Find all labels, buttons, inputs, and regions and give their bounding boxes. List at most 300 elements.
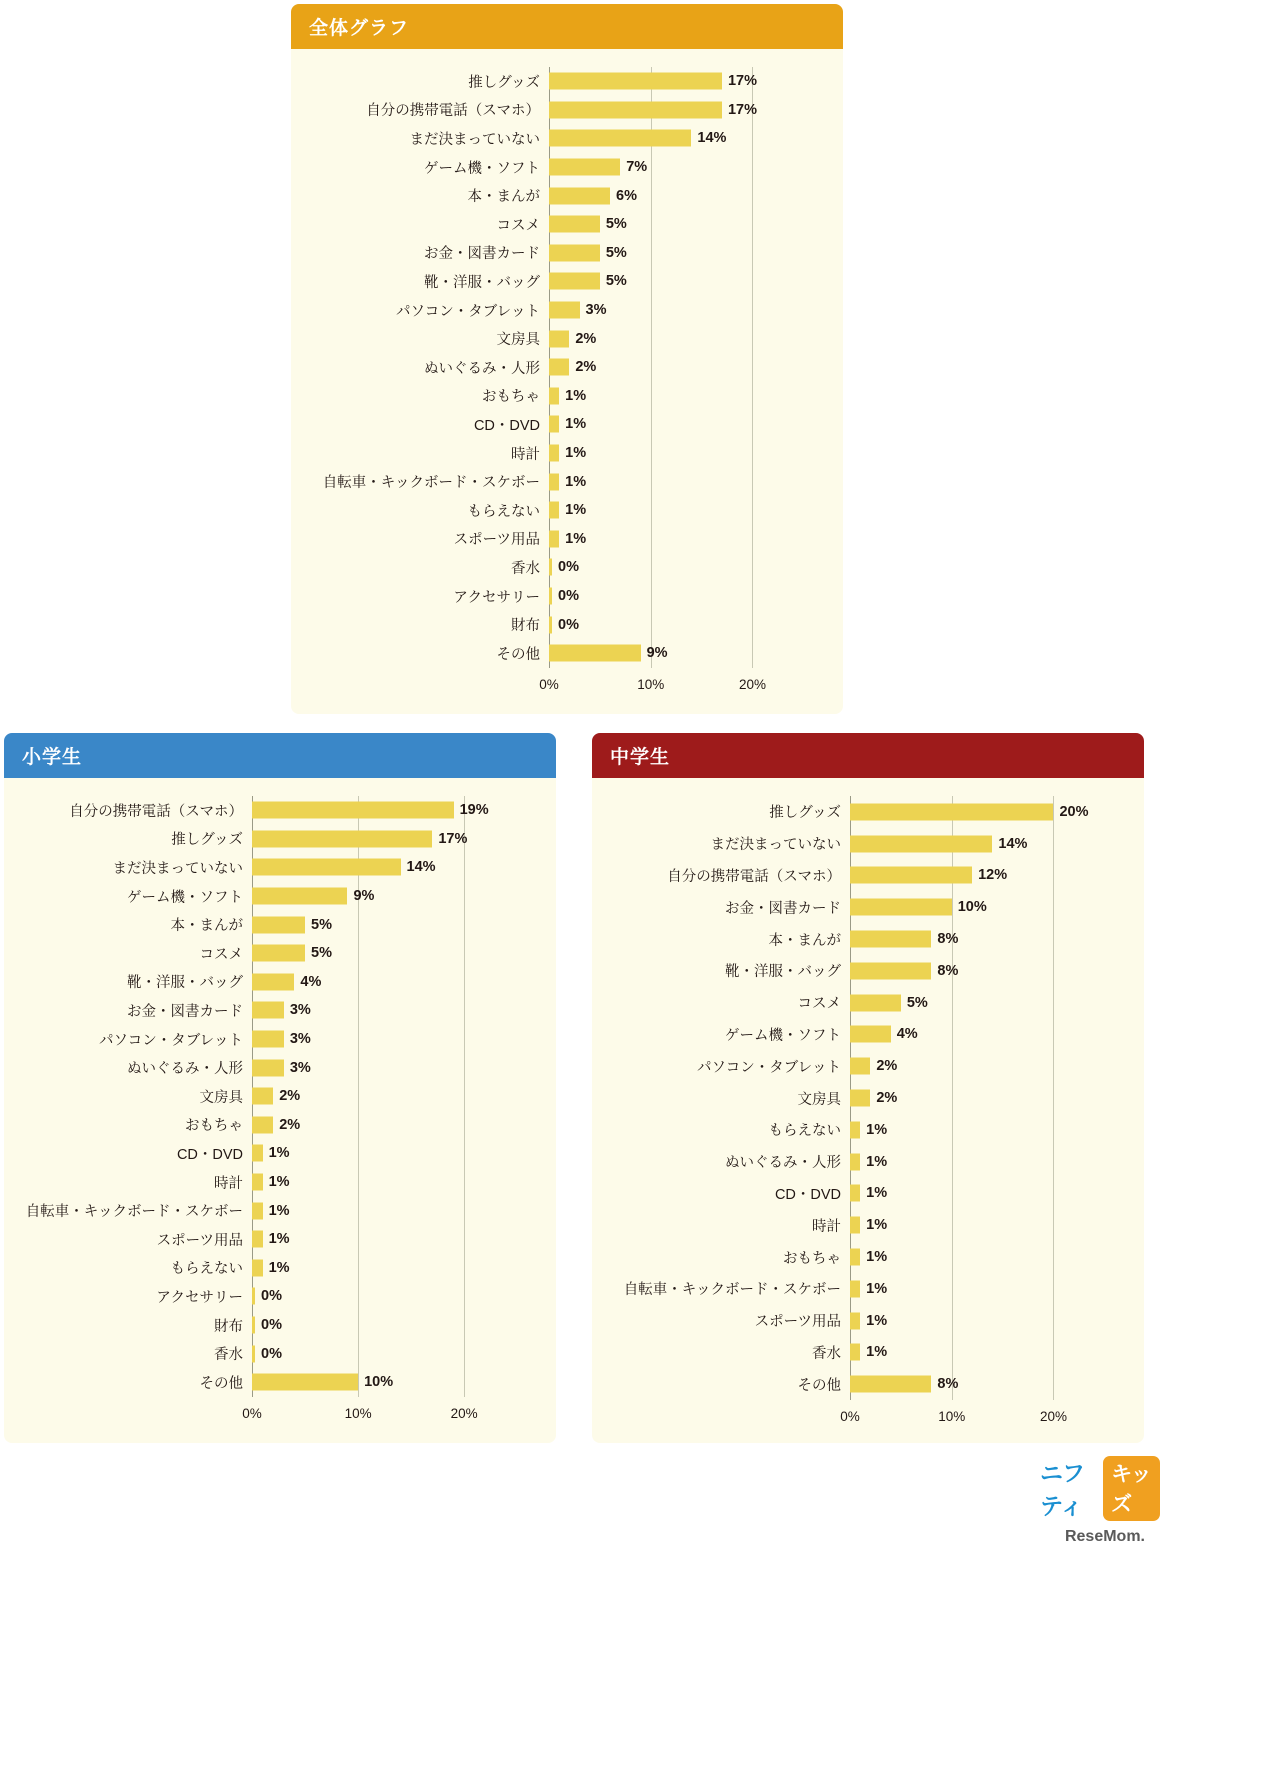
bar — [850, 1344, 860, 1361]
bar-value-label: 0% — [261, 1317, 282, 1334]
bar-category-label: ゲーム機・ソフト — [424, 160, 540, 177]
bar-value-label: 14% — [406, 859, 436, 876]
bar — [549, 359, 569, 376]
bar-track — [252, 796, 496, 825]
bar-category-label: 本・まんが — [467, 189, 540, 206]
bar — [850, 899, 952, 916]
bar — [549, 273, 600, 290]
bar-value-label: 10% — [957, 899, 987, 916]
bar-category-label: もらえない — [170, 1261, 243, 1278]
bar-track — [850, 1368, 1084, 1400]
bar-value-label: 3% — [289, 1002, 311, 1019]
bar — [252, 1031, 284, 1048]
bar-track — [252, 996, 496, 1025]
chart-bar-row — [4, 825, 496, 854]
bar-category-label: スポーツ用品 — [453, 532, 540, 549]
bar-track — [549, 353, 783, 382]
chart-bar-row — [4, 1139, 496, 1168]
bar-category-label: その他 — [496, 646, 540, 663]
bar-category-label: CD・DVD — [176, 1146, 243, 1163]
bar-track — [850, 1305, 1084, 1337]
bar — [252, 888, 347, 905]
chart-bar-row — [4, 1311, 496, 1340]
bar-category-label: 香水 — [214, 1347, 243, 1364]
bar — [549, 159, 620, 176]
bar-track — [549, 553, 783, 582]
bar-track — [850, 1241, 1084, 1273]
chart-bar-row — [4, 1053, 496, 1082]
chart-bar-row — [592, 1114, 1084, 1146]
chart-bar-row — [291, 639, 783, 668]
bar — [850, 1280, 860, 1297]
bar — [549, 387, 559, 404]
bar — [850, 867, 972, 884]
bar-value-label: 1% — [866, 1312, 888, 1329]
bar-track — [252, 882, 496, 911]
bar-track — [850, 860, 1084, 892]
bar-value-label: 1% — [866, 1280, 888, 1297]
bar-track — [850, 828, 1084, 860]
panel-elementary-chart — [4, 733, 556, 1442]
bar-category-label: 時計 — [812, 1218, 841, 1235]
bar-category-label: コスメ — [496, 217, 540, 234]
bar-value-label: 5% — [605, 244, 627, 261]
chart-bar-row — [4, 853, 496, 882]
bar-category-label: おもちゃ — [482, 389, 540, 406]
bar — [549, 502, 559, 519]
x-axis-tick: 10% — [344, 1405, 372, 1421]
bar-value-label: 2% — [279, 1116, 301, 1133]
bar-track — [850, 1146, 1084, 1178]
bar — [252, 945, 305, 962]
chart-bar-row — [592, 1082, 1084, 1114]
bar-track — [252, 1368, 496, 1397]
chart-elementary — [4, 796, 496, 1421]
bar-value-label: 0% — [558, 588, 579, 605]
bar — [252, 1259, 263, 1276]
resemom-logo: ReseMom. — [1064, 1528, 1145, 1545]
bar-track — [549, 267, 783, 296]
bar-track — [549, 96, 783, 125]
bar-track — [850, 1273, 1084, 1305]
chart-bar-row — [291, 582, 783, 611]
bar-category-label: パソコン・タブレット — [99, 1032, 243, 1049]
chart-bar-row — [592, 1368, 1084, 1400]
panel-junior-body — [592, 778, 1144, 1443]
bar-track — [252, 825, 496, 854]
chart-bar-row — [592, 1050, 1084, 1082]
bar-value-label: 1% — [565, 416, 587, 433]
panel-elementary-body — [4, 778, 556, 1443]
panel-overall-body — [291, 49, 843, 714]
bar-category-label: 本・まんが — [768, 932, 841, 949]
chart-bar-row — [592, 1146, 1084, 1178]
bar — [850, 1249, 860, 1266]
nifty-kids-logo — [1040, 1455, 1160, 1521]
bar-category-label: まだ決まっていない — [409, 131, 540, 148]
chart-bar-row — [592, 1178, 1084, 1210]
bar-category-label: お金・図書カード — [127, 1003, 243, 1020]
bar-track — [252, 1025, 496, 1054]
bar-track — [549, 467, 783, 496]
bar-category-label: 自分の携帯電話（スマホ） — [366, 103, 540, 120]
bar-track — [252, 1339, 496, 1368]
bar-value-label: 12% — [978, 867, 1008, 884]
bar-track — [850, 1114, 1084, 1146]
chart-bar-row — [4, 1254, 496, 1283]
chart-bar-row — [4, 1368, 496, 1397]
bar-track — [252, 968, 496, 997]
bar-value-label: 5% — [605, 216, 627, 233]
bar-value-label: 3% — [289, 1059, 311, 1076]
chart-bar-row — [592, 860, 1084, 892]
bar-value-label: 17% — [727, 101, 757, 118]
chart-bar-row — [4, 1225, 496, 1254]
bar-category-label: 推しグッズ — [171, 832, 243, 849]
bar-value-label: 3% — [289, 1031, 311, 1048]
bar-category-label: 時計 — [214, 1175, 243, 1192]
bar-track — [850, 955, 1084, 987]
chart-bar-row — [291, 610, 783, 639]
chart-bar-row — [291, 181, 783, 210]
bar-value-label: 0% — [558, 616, 579, 633]
bar-track — [549, 496, 783, 525]
bar-track — [549, 181, 783, 210]
bar — [549, 330, 569, 347]
chart-bar-row — [592, 955, 1084, 987]
panel-junior-chart — [592, 733, 1144, 1442]
bar-category-label: 文房具 — [199, 1089, 243, 1106]
bar-track — [549, 582, 783, 611]
bar-value-label: 4% — [896, 1026, 918, 1043]
panel-overall-title: 全体グラフ — [291, 4, 843, 49]
bar-value-label: 0% — [261, 1288, 282, 1305]
bar-value-label: 7% — [626, 159, 648, 176]
panel-elementary-title: 小学生 — [4, 733, 556, 778]
nifty-kids-badge: キッズ — [1103, 1456, 1160, 1521]
bar-track — [850, 987, 1084, 1019]
chart-bar-row — [592, 1241, 1084, 1273]
bar — [549, 559, 552, 576]
bar-track — [549, 124, 783, 153]
bar-value-label: 5% — [906, 994, 928, 1011]
nifty-logo-text: ニフティ — [1040, 1460, 1084, 1519]
bar-value-label: 5% — [311, 916, 332, 933]
bar-track — [252, 1282, 496, 1311]
bar-track — [252, 1225, 496, 1254]
x-axis-tick: 10% — [938, 1409, 966, 1425]
x-axis-tick: 10% — [637, 676, 665, 692]
x-axis-tick: 20% — [1039, 1409, 1067, 1425]
bar-value-label: 20% — [1059, 803, 1089, 820]
bar-category-label: スポーツ用品 — [156, 1232, 243, 1249]
x-axis-tick: 20% — [450, 1405, 478, 1421]
bar — [549, 445, 559, 462]
bar-value-label: 1% — [866, 1153, 888, 1170]
bar-value-label: 8% — [937, 1376, 959, 1393]
chart-bar-row — [592, 1209, 1084, 1241]
chart-bar-row — [592, 1019, 1084, 1051]
bar-value-label: 2% — [876, 1058, 898, 1075]
bar — [850, 1121, 860, 1138]
bar-value-label: 0% — [558, 559, 579, 576]
bar-track — [252, 1254, 496, 1283]
bar-value-label: 1% — [866, 1249, 888, 1266]
bar-value-label: 1% — [565, 387, 587, 404]
chart-bar-row — [4, 996, 496, 1025]
bar — [252, 1374, 358, 1391]
chart-bar-row — [4, 968, 496, 997]
bar — [850, 931, 931, 948]
bar-value-label: 14% — [697, 130, 727, 147]
chart-bar-row — [4, 1339, 496, 1368]
bar-track — [850, 891, 1084, 923]
bar-value-label: 2% — [575, 330, 597, 347]
bar — [850, 1058, 870, 1075]
bar-track — [549, 210, 783, 239]
bar-category-label: パソコン・タブレット — [396, 303, 540, 320]
chart-bar-row — [592, 891, 1084, 923]
chart-bar-row — [291, 467, 783, 496]
chart-bar-row — [4, 882, 496, 911]
bar-category-label: 文房具 — [797, 1091, 841, 1108]
bar-track — [549, 239, 783, 268]
bar — [850, 1185, 860, 1202]
bar-category-label: アクセサリー — [156, 1289, 243, 1306]
bar-value-label: 1% — [866, 1344, 888, 1361]
bar-value-label: 1% — [866, 1217, 888, 1234]
bar-track — [252, 1139, 496, 1168]
bar-category-label: もらえない — [467, 503, 540, 520]
bar-value-label: 5% — [605, 273, 627, 290]
bar — [252, 1145, 263, 1162]
bar-value-label: 1% — [268, 1174, 290, 1191]
bar — [252, 1317, 255, 1334]
bar — [549, 73, 722, 90]
bar-category-label: 靴・洋服・バッグ — [424, 274, 540, 291]
bar — [549, 216, 600, 233]
bar — [850, 1376, 931, 1393]
bar-category-label: コスメ — [797, 996, 841, 1013]
bar-category-label: 自分の携帯電話（スマホ） — [69, 803, 243, 820]
bar — [549, 302, 580, 319]
bar — [252, 830, 432, 847]
bar-value-label: 2% — [575, 359, 597, 376]
bar — [549, 244, 600, 261]
bar-category-label: 自転車・キックボード・スケボー — [25, 1204, 243, 1221]
bar-category-label: 香水 — [511, 560, 540, 577]
chart-bar-row — [291, 525, 783, 554]
chart-bar-row — [4, 1168, 496, 1197]
chart-bar-row — [592, 1305, 1084, 1337]
chart-bar-row — [291, 382, 783, 411]
bar-category-label: 自転車・キックボード・スケボー — [322, 475, 540, 492]
bar-category-label: その他 — [797, 1377, 841, 1394]
bar-track — [549, 324, 783, 353]
bar-category-label: まだ決まっていない — [710, 837, 841, 854]
bar-category-label: おもちゃ — [185, 1118, 243, 1135]
bar — [549, 530, 559, 547]
bar — [549, 416, 559, 433]
bar-value-label: 1% — [268, 1202, 290, 1219]
chart-bar-row — [4, 1025, 496, 1054]
bar — [850, 1312, 860, 1329]
chart-bar-row — [291, 296, 783, 325]
chart-bar-row — [4, 1111, 496, 1140]
bar — [850, 1026, 891, 1043]
bar-value-label: 1% — [565, 445, 587, 462]
bar — [252, 1231, 263, 1248]
x-axis-tick: 0% — [242, 1405, 262, 1421]
chart-bar-row — [291, 553, 783, 582]
bar — [850, 1153, 860, 1170]
bar-category-label: 時計 — [511, 446, 540, 463]
bar-value-label: 8% — [937, 931, 959, 948]
bar-category-label: お金・図書カード — [424, 246, 540, 263]
chart-bar-row — [291, 124, 783, 153]
bar-category-label: 財布 — [214, 1318, 243, 1335]
bar-category-label: コスメ — [199, 946, 243, 963]
bar-category-label: もらえない — [768, 1123, 841, 1140]
bar — [549, 645, 641, 662]
bar-value-label: 5% — [311, 945, 332, 962]
bar — [850, 835, 992, 852]
bar-track — [252, 1311, 496, 1340]
bar-track — [549, 610, 783, 639]
bar-value-label: 8% — [937, 962, 959, 979]
bar-category-label: 推しグッズ — [769, 805, 841, 822]
bar-value-label: 1% — [866, 1185, 888, 1202]
chart-bar-row — [291, 67, 783, 96]
bar-track — [549, 382, 783, 411]
bar-value-label: 1% — [268, 1259, 290, 1276]
chart-bar-row — [592, 828, 1084, 860]
bar-category-label: 本・まんが — [170, 918, 243, 935]
chart-bar-row — [291, 153, 783, 182]
chart-bar-row — [4, 939, 496, 968]
bar — [850, 962, 931, 979]
panel-overall-chart — [291, 4, 843, 713]
bar-category-label: アクセサリー — [453, 589, 540, 606]
bar — [252, 1059, 284, 1076]
panel-junior-title: 中学生 — [592, 733, 1144, 778]
bar-track — [252, 939, 496, 968]
bar-track — [549, 410, 783, 439]
chart-bar-row — [4, 1282, 496, 1311]
bar-category-label: 香水 — [812, 1345, 841, 1362]
chart-bar-row — [291, 324, 783, 353]
bar-category-label: ゲーム機・ソフト — [127, 889, 243, 906]
chart-bar-row — [291, 239, 783, 268]
bar-track — [252, 1168, 496, 1197]
bar-category-label: CD・DVD — [473, 417, 540, 434]
chart-bar-row — [291, 210, 783, 239]
bar — [252, 1174, 263, 1191]
bar — [252, 1002, 284, 1019]
x-axis-tick: 0% — [840, 1409, 860, 1425]
bar-category-label: パソコン・タブレット — [697, 1059, 841, 1076]
bar-category-label: 靴・洋服・バッグ — [725, 964, 841, 981]
bar — [252, 1345, 255, 1362]
bar-value-label: 17% — [438, 830, 468, 847]
bar-track — [252, 1196, 496, 1225]
bar — [549, 130, 691, 147]
bar-category-label: まだ決まっていない — [112, 860, 243, 877]
bar-value-label: 1% — [565, 473, 587, 490]
chart-bar-row — [4, 910, 496, 939]
bar-track — [850, 1209, 1084, 1241]
chart-bar-row — [4, 796, 496, 825]
bar — [252, 1288, 255, 1305]
bar-value-label: 1% — [565, 502, 587, 519]
chart-bar-row — [291, 96, 783, 125]
chart-bar-row — [291, 267, 783, 296]
bar-category-label: CD・DVD — [774, 1186, 841, 1203]
bar-track — [549, 67, 783, 96]
bar-category-label: 靴・洋服・バッグ — [127, 975, 243, 992]
bar-track — [549, 525, 783, 554]
bar-category-label: 推しグッズ — [468, 74, 540, 91]
chart-bar-row — [291, 496, 783, 525]
bar — [252, 1088, 273, 1105]
bar-category-label: お金・図書カード — [725, 900, 841, 917]
bar-category-label: ぬいぐるみ・人形 — [725, 1155, 841, 1172]
bar-track — [252, 853, 496, 882]
chart-junior — [592, 796, 1089, 1425]
bar-category-label: おもちゃ — [783, 1250, 841, 1267]
bar-track — [549, 639, 783, 668]
bar-category-label: 自分の携帯電話（スマホ） — [667, 868, 841, 885]
bar-category-label: 財布 — [511, 618, 540, 635]
bar-track — [549, 296, 783, 325]
bar-track — [252, 910, 496, 939]
bar-value-label: 9% — [353, 888, 375, 905]
bar — [252, 973, 294, 990]
bar-track — [850, 1178, 1084, 1210]
bar — [850, 994, 901, 1011]
bar — [549, 588, 552, 605]
bar-category-label: 文房具 — [496, 332, 540, 349]
bar-value-label: 3% — [585, 302, 607, 319]
bar-track — [850, 1337, 1084, 1369]
x-axis-tick: 20% — [738, 676, 766, 692]
bar-value-label: 14% — [998, 835, 1028, 852]
bar-value-label: 1% — [565, 530, 587, 547]
bar-value-label: 2% — [279, 1088, 301, 1105]
bar-track — [850, 1019, 1084, 1051]
bar-track — [850, 1082, 1084, 1114]
bar — [252, 859, 401, 876]
bar — [549, 101, 722, 118]
bar-category-label: ゲーム機・ソフト — [725, 1027, 841, 1044]
bar — [252, 916, 305, 933]
chart-bar-row — [592, 987, 1084, 1019]
bar-value-label: 0% — [261, 1345, 282, 1362]
chart-bar-row — [592, 796, 1089, 828]
bar-value-label: 1% — [268, 1145, 290, 1162]
x-axis-tick: 0% — [539, 676, 559, 692]
bar-category-label: スポーツ用品 — [754, 1314, 841, 1331]
chart-bar-row — [291, 439, 783, 468]
bar-track — [252, 1053, 496, 1082]
chart-bar-row — [4, 1082, 496, 1111]
bar-value-label: 17% — [727, 73, 757, 90]
chart-bar-row — [592, 1273, 1084, 1305]
bar-value-label: 9% — [646, 645, 668, 662]
bar-value-label: 19% — [459, 802, 489, 819]
bar — [252, 802, 454, 819]
chart-bar-row — [592, 1337, 1084, 1369]
